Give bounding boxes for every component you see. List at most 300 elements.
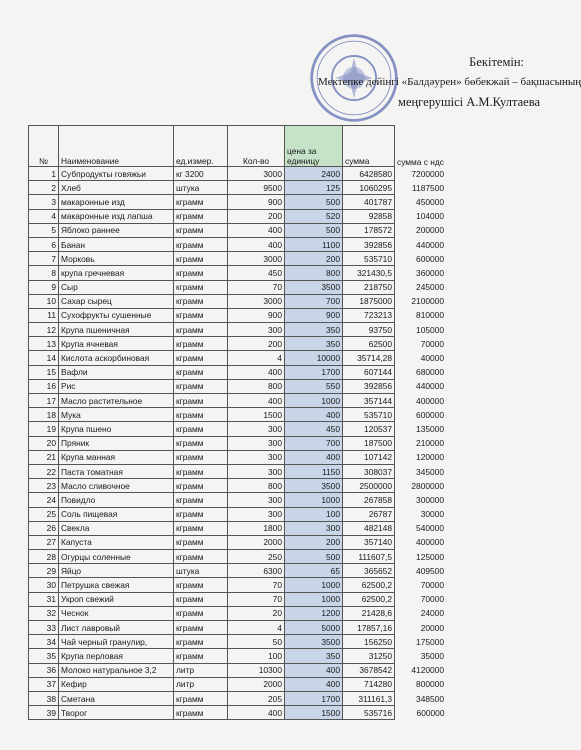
product-name-cell: Молоко натуральное 3,2 <box>59 663 174 677</box>
unit-price-cell: 700 <box>285 294 343 308</box>
product-name-cell: Масло растительное <box>59 394 174 408</box>
sum-cell: 267858 <box>343 493 395 507</box>
unit-price-cell: 450 <box>285 422 343 436</box>
sum-cell: 535710 <box>343 252 395 266</box>
product-name-cell: Повидло <box>59 493 174 507</box>
row-number-cell: 14 <box>29 351 59 365</box>
product-name-cell: Банан <box>59 237 174 251</box>
quantity-cell: 4 <box>228 621 285 635</box>
sum-with-vat-cell: 400000 <box>416 395 444 406</box>
unit-of-measure-cell: кграмм <box>174 195 228 209</box>
unit-of-measure-cell: кграмм <box>174 691 228 705</box>
table-row <box>29 635 447 649</box>
sum-cell: 535716 <box>343 706 395 720</box>
header-number: № <box>29 126 59 167</box>
row-number-cell: 15 <box>29 365 59 379</box>
sum-with-vat-cell: 680000 <box>416 367 444 378</box>
sum-with-vat-cell: 7200000 <box>411 168 444 179</box>
quantity-cell: 900 <box>228 308 285 322</box>
quantity-cell: 100 <box>228 649 285 663</box>
sum-cell: 311161,3 <box>343 691 395 705</box>
sum-with-vat-cell: 175000 <box>416 636 444 647</box>
unit-price-cell: 1150 <box>285 464 343 478</box>
row-number-cell: 17 <box>29 394 59 408</box>
product-name-cell: Яйцо <box>59 564 174 578</box>
unit-price-cell: 100 <box>285 507 343 521</box>
table-row <box>29 535 447 549</box>
row-number-cell: 3 <box>29 195 59 209</box>
unit-price-cell: 125 <box>285 181 343 195</box>
sum-cell: 62500,2 <box>343 592 395 606</box>
product-name-cell: Крупа перловая <box>59 649 174 663</box>
header-unit-price: цена за единицу <box>285 126 343 167</box>
unit-price-cell: 1000 <box>285 592 343 606</box>
product-name-cell: Субпродукты говяжьи <box>59 167 174 181</box>
row-number-cell: 12 <box>29 323 59 337</box>
row-number-cell: 32 <box>29 606 59 620</box>
sum-cell: 723213 <box>343 308 395 322</box>
unit-of-measure-cell: кграмм <box>174 365 228 379</box>
unit-price-cell: 1000 <box>285 493 343 507</box>
table-row <box>29 337 447 351</box>
sum-with-vat-cell: 300000 <box>416 494 444 505</box>
sum-cell: 321430,5 <box>343 266 395 280</box>
sum-cell: 17857,16 <box>343 621 395 635</box>
unit-price-cell: 400 <box>285 408 343 422</box>
product-name-cell: Рис <box>59 379 174 393</box>
unit-of-measure-cell: кграмм <box>174 535 228 549</box>
items-table <box>28 125 447 720</box>
sum-with-vat-cell: 104000 <box>416 211 444 222</box>
sum-with-vat-cell: 200000 <box>416 225 444 236</box>
table-row <box>29 365 447 379</box>
table-row <box>29 479 447 493</box>
unit-of-measure-cell: кграмм <box>174 252 228 266</box>
sum-with-vat-cell: 400000 <box>416 537 444 548</box>
row-number-cell: 19 <box>29 422 59 436</box>
unit-price-cell: 3500 <box>285 280 343 294</box>
quantity-cell: 300 <box>228 507 285 521</box>
sum-cell: 26787 <box>343 507 395 521</box>
unit-of-measure-cell: кграмм <box>174 493 228 507</box>
row-number-cell: 5 <box>29 223 59 237</box>
row-number-cell: 39 <box>29 706 59 720</box>
row-number-cell: 8 <box>29 266 59 280</box>
table-row <box>29 323 447 337</box>
table-row <box>29 663 447 677</box>
sum-with-vat-cell: 210000 <box>416 438 444 449</box>
product-name-cell: Крупа ячневая <box>59 337 174 351</box>
sum-with-vat-cell: 30000 <box>420 509 444 520</box>
row-number-cell: 11 <box>29 308 59 322</box>
row-number-cell: 30 <box>29 578 59 592</box>
header-quantity: Кол-во <box>228 126 285 167</box>
row-number-cell: 20 <box>29 436 59 450</box>
unit-price-cell: 500 <box>285 550 343 564</box>
sum-with-vat-cell: 360000 <box>416 267 444 278</box>
unit-of-measure-cell: кграмм <box>174 450 228 464</box>
sum-cell: 1875000 <box>343 294 395 308</box>
sum-cell: 714280 <box>343 677 395 691</box>
row-number-cell: 33 <box>29 621 59 635</box>
unit-price-cell: 200 <box>285 252 343 266</box>
row-number-cell: 34 <box>29 635 59 649</box>
quantity-cell: 800 <box>228 479 285 493</box>
table-row <box>29 578 447 592</box>
sum-cell: 187500 <box>343 436 395 450</box>
quantity-cell: 1500 <box>228 408 285 422</box>
row-number-cell: 37 <box>29 677 59 691</box>
row-number-cell: 21 <box>29 450 59 464</box>
sum-cell: 535710 <box>343 408 395 422</box>
quantity-cell: 3000 <box>228 252 285 266</box>
header-sum: сумма <box>343 126 395 167</box>
sum-with-vat-cell: 70000 <box>420 594 444 605</box>
header-name: Наименование <box>59 126 174 167</box>
sum-with-vat-cell: 135000 <box>416 423 444 434</box>
row-number-cell: 26 <box>29 521 59 535</box>
sum-cell: 607144 <box>343 365 395 379</box>
table-row <box>29 507 447 521</box>
product-name-cell: Кислота аскорбиновая <box>59 351 174 365</box>
product-name-cell: Лист лавровый <box>59 621 174 635</box>
unit-price-cell: 1000 <box>285 394 343 408</box>
sum-with-vat-cell: 440000 <box>416 381 444 392</box>
sum-cell: 357144 <box>343 394 395 408</box>
approval-block <box>318 52 581 112</box>
table-row <box>29 691 447 705</box>
unit-of-measure-cell: кграмм <box>174 521 228 535</box>
sum-with-vat-cell: 540000 <box>416 523 444 534</box>
quantity-cell: 3000 <box>228 167 285 181</box>
sum-cell: 178572 <box>343 223 395 237</box>
product-name-cell: Яблоко раннее <box>59 223 174 237</box>
unit-of-measure-cell: кграмм <box>174 337 228 351</box>
unit-of-measure-cell: кграмм <box>174 408 228 422</box>
unit-of-measure-cell: кграмм <box>174 592 228 606</box>
unit-of-measure-cell: кграмм <box>174 280 228 294</box>
row-number-cell: 7 <box>29 252 59 266</box>
quantity-cell: 70 <box>228 592 285 606</box>
sum-with-vat-cell: 348500 <box>416 693 444 704</box>
product-name-cell: Сухофрукты сушенные <box>59 308 174 322</box>
table-row <box>29 280 447 294</box>
row-number-cell: 31 <box>29 592 59 606</box>
quantity-cell: 20 <box>228 606 285 620</box>
unit-of-measure-cell: кграмм <box>174 464 228 478</box>
table-row <box>29 351 447 365</box>
unit-price-cell: 350 <box>285 337 343 351</box>
row-number-cell: 6 <box>29 237 59 251</box>
unit-of-measure-cell: кграмм <box>174 379 228 393</box>
row-number-cell: 23 <box>29 479 59 493</box>
sum-with-vat-cell: 800000 <box>416 679 444 690</box>
row-number-cell: 18 <box>29 408 59 422</box>
quantity-cell: 800 <box>228 379 285 393</box>
sum-with-vat-cell: 70000 <box>420 338 444 349</box>
quantity-cell: 2000 <box>228 677 285 691</box>
table-row <box>29 450 447 464</box>
row-number-cell: 38 <box>29 691 59 705</box>
unit-price-cell: 520 <box>285 209 343 223</box>
unit-of-measure-cell: кграмм <box>174 507 228 521</box>
product-name-cell: Крупа пшено <box>59 422 174 436</box>
sum-with-vat-cell: 600000 <box>416 409 444 420</box>
quantity-cell: 250 <box>228 550 285 564</box>
quantity-cell: 300 <box>228 450 285 464</box>
unit-price-cell: 550 <box>285 379 343 393</box>
items-table-body <box>29 167 447 720</box>
unit-of-measure-cell: кграмм <box>174 635 228 649</box>
quantity-cell: 9500 <box>228 181 285 195</box>
sum-cell: 365652 <box>343 564 395 578</box>
table-row <box>29 223 447 237</box>
unit-of-measure-cell: кграмм <box>174 621 228 635</box>
sum-with-vat-cell: 440000 <box>416 239 444 250</box>
product-name-cell: Соль пищевая <box>59 507 174 521</box>
table-row <box>29 379 447 393</box>
product-name-cell: Вафли <box>59 365 174 379</box>
row-number-cell: 10 <box>29 294 59 308</box>
sum-with-vat-cell: 600000 <box>416 253 444 264</box>
approval-organization: Мектепке дейінгі «Балдәурен» бөбекжай – бақшасының <box>318 76 581 88</box>
product-name-cell: крупа гречневая <box>59 266 174 280</box>
quantity-cell: 300 <box>228 422 285 436</box>
unit-price-cell: 300 <box>285 521 343 535</box>
table-row <box>29 308 447 322</box>
table-row <box>29 592 447 606</box>
row-number-cell: 36 <box>29 663 59 677</box>
sum-cell: 92858 <box>343 209 395 223</box>
unit-of-measure-cell: кграмм <box>174 209 228 223</box>
table-row <box>29 209 447 223</box>
sum-cell: 357140 <box>343 535 395 549</box>
sum-cell: 156250 <box>343 635 395 649</box>
table-row <box>29 394 447 408</box>
quantity-cell: 2000 <box>228 535 285 549</box>
quantity-cell: 400 <box>228 706 285 720</box>
unit-price-cell: 350 <box>285 649 343 663</box>
unit-price-cell: 1000 <box>285 578 343 592</box>
sum-with-vat-cell: 125000 <box>416 551 444 562</box>
table-row <box>29 606 447 620</box>
product-name-cell: Крупа пшеничная <box>59 323 174 337</box>
product-name-cell: Чай черный гранулир, <box>59 635 174 649</box>
sum-with-vat-cell: 1187500 <box>412 182 444 193</box>
sum-cell: 62500 <box>343 337 395 351</box>
sum-with-vat-cell: 24000 <box>420 608 444 619</box>
sum-cell: 107142 <box>343 450 395 464</box>
quantity-cell: 70 <box>228 280 285 294</box>
table-row <box>29 677 447 691</box>
table-row <box>29 294 447 308</box>
table-row <box>29 706 447 720</box>
quantity-cell: 200 <box>228 337 285 351</box>
unit-of-measure-cell: кграмм <box>174 578 228 592</box>
unit-price-cell: 10000 <box>285 351 343 365</box>
unit-of-measure-cell: штука <box>174 564 228 578</box>
unit-of-measure-cell: литр <box>174 677 228 691</box>
sum-cell: 218750 <box>343 280 395 294</box>
product-name-cell: Масло сливочное <box>59 479 174 493</box>
sum-cell: 392856 <box>343 379 395 393</box>
quantity-cell: 400 <box>228 223 285 237</box>
table-row <box>29 493 447 507</box>
sum-with-vat-cell: 450000 <box>416 196 444 207</box>
unit-of-measure-cell: литр <box>174 663 228 677</box>
unit-of-measure-cell: кграмм <box>174 294 228 308</box>
sum-cell: 401787 <box>343 195 395 209</box>
product-name-cell: Сахар сырец <box>59 294 174 308</box>
sum-with-vat-cell: 810000 <box>416 310 444 321</box>
unit-of-measure-cell: кг 3200 <box>174 167 228 181</box>
product-name-cell: Укроп свежий <box>59 592 174 606</box>
unit-of-measure-cell: кграмм <box>174 223 228 237</box>
unit-price-cell: 1700 <box>285 691 343 705</box>
quantity-cell: 400 <box>228 237 285 251</box>
sum-cell: 6428580 <box>343 167 395 181</box>
sum-with-vat-cell: 120000 <box>416 452 444 463</box>
table-row <box>29 266 447 280</box>
quantity-cell: 300 <box>228 323 285 337</box>
row-number-cell: 13 <box>29 337 59 351</box>
unit-price-cell: 900 <box>285 308 343 322</box>
product-name-cell: Крупа манная <box>59 450 174 464</box>
unit-price-cell: 1500 <box>285 706 343 720</box>
unit-price-cell: 1700 <box>285 365 343 379</box>
unit-price-cell: 3500 <box>285 479 343 493</box>
unit-of-measure-cell: кграмм <box>174 706 228 720</box>
table-header-row <box>29 126 447 167</box>
quantity-cell: 300 <box>228 464 285 478</box>
quantity-cell: 400 <box>228 394 285 408</box>
product-name-cell: макаронные изд лапша <box>59 209 174 223</box>
unit-of-measure-cell: кграмм <box>174 308 228 322</box>
sum-cell: 62500,2 <box>343 578 395 592</box>
table-row <box>29 649 447 663</box>
unit-price-cell: 400 <box>285 663 343 677</box>
row-number-cell: 9 <box>29 280 59 294</box>
product-name-cell: Хлеб <box>59 181 174 195</box>
row-number-cell: 35 <box>29 649 59 663</box>
row-number-cell: 24 <box>29 493 59 507</box>
quantity-cell: 4 <box>228 351 285 365</box>
quantity-cell: 300 <box>228 436 285 450</box>
sum-cell: 308037 <box>343 464 395 478</box>
row-number-cell: 27 <box>29 535 59 549</box>
product-name-cell: Паста томатная <box>59 464 174 478</box>
row-number-cell: 25 <box>29 507 59 521</box>
table-row <box>29 564 447 578</box>
sum-cell: 120537 <box>343 422 395 436</box>
table-row <box>29 408 447 422</box>
sum-cell: 2500000 <box>343 479 395 493</box>
quantity-cell: 1800 <box>228 521 285 535</box>
product-name-cell: Петрушка свежая <box>59 578 174 592</box>
sum-cell: 3678542 <box>343 663 395 677</box>
quantity-cell: 50 <box>228 635 285 649</box>
unit-price-cell: 1100 <box>285 237 343 251</box>
table-row <box>29 550 447 564</box>
table-row <box>29 237 447 251</box>
row-number-cell: 29 <box>29 564 59 578</box>
sum-with-vat-cell: 4120000 <box>411 665 444 676</box>
row-number-cell: 2 <box>29 181 59 195</box>
unit-price-cell: 800 <box>285 266 343 280</box>
unit-of-measure-cell: кграмм <box>174 323 228 337</box>
sum-with-vat-cell: 35000 <box>420 650 444 661</box>
sum-cell: 111607,5 <box>343 550 395 564</box>
sum-with-vat-cell: 2800000 <box>411 480 444 491</box>
unit-price-cell: 400 <box>285 450 343 464</box>
quantity-cell: 10300 <box>228 663 285 677</box>
unit-of-measure-cell: кграмм <box>174 436 228 450</box>
sum-cell: 1060295 <box>343 181 395 195</box>
row-number-cell: 4 <box>29 209 59 223</box>
sum-with-vat-cell: 345000 <box>416 466 444 477</box>
quantity-cell: 6300 <box>228 564 285 578</box>
quantity-cell: 3000 <box>228 294 285 308</box>
product-name-cell: Сыр <box>59 280 174 294</box>
quantity-cell: 70 <box>228 578 285 592</box>
table-row <box>29 621 447 635</box>
sum-with-vat-cell: 245000 <box>416 282 444 293</box>
unit-of-measure-cell: кграмм <box>174 606 228 620</box>
product-name-cell: Кефир <box>59 677 174 691</box>
product-name-cell: Морковь <box>59 252 174 266</box>
sum-with-vat-cell: 2100000 <box>411 296 444 307</box>
sum-with-vat-cell: 600000 <box>416 707 445 718</box>
table-row <box>29 252 447 266</box>
table-row <box>29 167 447 181</box>
unit-price-cell: 700 <box>285 436 343 450</box>
sum-cell: 35714,28 <box>343 351 395 365</box>
row-number-cell: 1 <box>29 167 59 181</box>
row-number-cell: 28 <box>29 550 59 564</box>
quantity-cell: 200 <box>228 209 285 223</box>
unit-price-cell: 2400 <box>285 167 343 181</box>
unit-price-cell: 65 <box>285 564 343 578</box>
table-row <box>29 422 447 436</box>
sum-with-vat-cell: 105000 <box>416 324 444 335</box>
row-number-cell: 16 <box>29 379 59 393</box>
sum-cell: 93750 <box>343 323 395 337</box>
quantity-cell: 300 <box>228 493 285 507</box>
header-unit: ед.измер. <box>174 126 228 167</box>
sum-with-vat-cell: 40000 <box>420 353 444 364</box>
unit-price-cell: 500 <box>285 223 343 237</box>
product-name-cell: Огурцы соленные <box>59 550 174 564</box>
table-row <box>29 181 447 195</box>
unit-of-measure-cell: штука <box>174 181 228 195</box>
sum-cell: 392856 <box>343 237 395 251</box>
sum-cell: 21428,6 <box>343 606 395 620</box>
unit-of-measure-cell: кграмм <box>174 351 228 365</box>
sum-with-vat-cell: 70000 <box>420 580 444 591</box>
sum-cell: 31250 <box>343 649 395 663</box>
table-row <box>29 464 447 478</box>
unit-of-measure-cell: кграмм <box>174 550 228 564</box>
row-number-cell: 22 <box>29 464 59 478</box>
quantity-cell: 450 <box>228 266 285 280</box>
product-name-cell: Пряник <box>59 436 174 450</box>
header-sum-with-vat: сумма с ндс <box>397 156 444 167</box>
table-row <box>29 436 447 450</box>
unit-price-cell: 500 <box>285 195 343 209</box>
unit-price-cell: 200 <box>285 535 343 549</box>
unit-price-cell: 5000 <box>285 621 343 635</box>
approval-signatory: меңгерушісі А.М.Култаева <box>398 95 540 109</box>
